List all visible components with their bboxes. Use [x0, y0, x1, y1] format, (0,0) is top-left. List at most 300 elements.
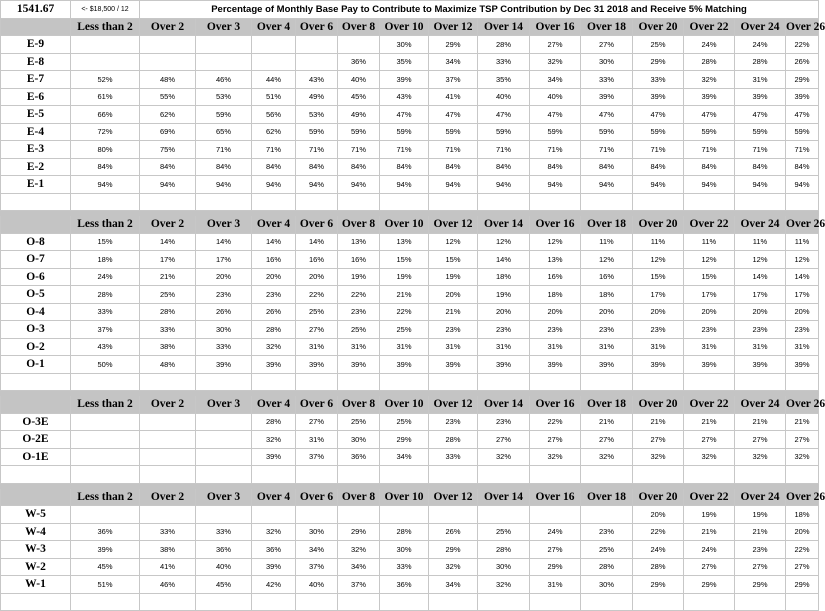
column-header[interactable]: Less than 2 [71, 488, 140, 506]
value-cell[interactable]: 45% [338, 88, 380, 106]
column-header[interactable]: Over 16 [530, 216, 581, 234]
formula-note[interactable]: <- $18,500 / 12 [71, 1, 140, 19]
value-cell[interactable]: 45% [71, 558, 140, 576]
rank-cell[interactable]: O-4 [1, 303, 71, 321]
value-cell[interactable]: 33% [633, 71, 684, 89]
rank-cell[interactable]: O-3 [1, 321, 71, 339]
value-cell[interactable]: 39% [530, 356, 581, 374]
value-cell[interactable]: 19% [338, 268, 380, 286]
value-cell[interactable]: 46% [196, 71, 252, 89]
column-header[interactable]: Over 3 [196, 488, 252, 506]
value-cell[interactable]: 19% [380, 268, 429, 286]
value-cell[interactable]: 14% [786, 268, 819, 286]
empty-cell[interactable] [252, 593, 296, 611]
value-cell[interactable]: 31% [338, 338, 380, 356]
rank-cell[interactable]: E-1 [1, 176, 71, 194]
value-cell[interactable]: 11% [633, 233, 684, 251]
value-cell[interactable]: 39% [252, 558, 296, 576]
value-cell[interactable]: 32% [633, 448, 684, 466]
value-cell[interactable]: 28% [478, 541, 530, 559]
value-cell[interactable]: 69% [140, 123, 196, 141]
value-cell[interactable]: 84% [338, 158, 380, 176]
value-cell[interactable]: 71% [786, 141, 819, 159]
value-cell[interactable]: 28% [633, 558, 684, 576]
value-cell[interactable] [338, 36, 380, 54]
empty-cell[interactable] [380, 466, 429, 484]
value-cell[interactable]: 15% [71, 233, 140, 251]
value-cell[interactable]: 29% [633, 576, 684, 594]
empty-cell[interactable] [684, 193, 735, 211]
value-cell[interactable] [140, 36, 196, 54]
value-cell[interactable]: 27% [530, 431, 581, 449]
column-header[interactable]: Less than 2 [71, 216, 140, 234]
empty-cell[interactable] [530, 466, 581, 484]
value-cell[interactable]: 33% [478, 53, 530, 71]
empty-cell[interactable] [581, 466, 633, 484]
value-cell[interactable]: 15% [429, 251, 478, 269]
column-header[interactable]: Over 8 [338, 488, 380, 506]
value-cell[interactable]: 25% [296, 303, 338, 321]
rank-cell[interactable]: W-2 [1, 558, 71, 576]
value-cell[interactable]: 84% [196, 158, 252, 176]
column-header[interactable]: Over 10 [380, 396, 429, 414]
value-cell[interactable]: 47% [380, 106, 429, 124]
value-cell[interactable]: 18% [71, 251, 140, 269]
value-cell[interactable]: 29% [684, 576, 735, 594]
value-cell[interactable]: 23% [338, 303, 380, 321]
value-cell[interactable]: 19% [429, 268, 478, 286]
value-cell[interactable]: 25% [338, 321, 380, 339]
value-cell[interactable]: 31% [380, 338, 429, 356]
empty-cell[interactable] [735, 466, 786, 484]
value-cell[interactable]: 20% [196, 268, 252, 286]
empty-cell[interactable] [196, 193, 252, 211]
value-cell[interactable]: 17% [786, 286, 819, 304]
value-cell[interactable]: 84% [530, 158, 581, 176]
value-cell[interactable]: 59% [429, 123, 478, 141]
value-cell[interactable]: 33% [196, 338, 252, 356]
value-cell[interactable] [71, 506, 140, 524]
empty-cell[interactable] [252, 466, 296, 484]
empty-cell[interactable] [478, 593, 530, 611]
value-cell[interactable]: 34% [429, 576, 478, 594]
value-cell[interactable]: 59% [196, 106, 252, 124]
empty-cell[interactable] [633, 466, 684, 484]
value-cell[interactable]: 13% [380, 233, 429, 251]
value-cell[interactable]: 30% [338, 431, 380, 449]
value-cell[interactable]: 25% [338, 413, 380, 431]
empty-cell[interactable] [252, 193, 296, 211]
value-cell[interactable]: 20% [735, 303, 786, 321]
value-cell[interactable]: 22% [786, 541, 819, 559]
value-cell[interactable] [196, 431, 252, 449]
value-cell[interactable]: 29% [530, 558, 581, 576]
rank-cell[interactable]: O-1 [1, 356, 71, 374]
value-cell[interactable]: 29% [429, 541, 478, 559]
value-cell[interactable]: 59% [735, 123, 786, 141]
value-cell[interactable]: 39% [581, 88, 633, 106]
value-cell[interactable]: 15% [380, 251, 429, 269]
value-cell[interactable]: 24% [735, 36, 786, 54]
value-cell[interactable]: 80% [71, 141, 140, 159]
value-cell[interactable]: 84% [478, 158, 530, 176]
value-cell[interactable]: 84% [296, 158, 338, 176]
value-cell[interactable]: 28% [252, 413, 296, 431]
empty-cell[interactable] [581, 373, 633, 391]
rank-cell[interactable]: O-1E [1, 448, 71, 466]
value-cell[interactable] [140, 506, 196, 524]
value-cell[interactable]: 32% [684, 448, 735, 466]
column-header[interactable]: Over 18 [581, 488, 633, 506]
empty-cell[interactable] [196, 466, 252, 484]
value-cell[interactable]: 29% [380, 431, 429, 449]
value-cell[interactable]: 28% [71, 286, 140, 304]
value-cell[interactable]: 28% [684, 53, 735, 71]
value-cell[interactable]: 20% [684, 303, 735, 321]
value-cell[interactable]: 23% [478, 413, 530, 431]
column-header[interactable]: Over 26 [786, 488, 819, 506]
value-cell[interactable] [296, 53, 338, 71]
value-cell[interactable]: 20% [530, 303, 581, 321]
value-cell[interactable]: 39% [633, 356, 684, 374]
value-cell[interactable] [196, 36, 252, 54]
value-cell[interactable]: 47% [735, 106, 786, 124]
value-cell[interactable]: 59% [296, 123, 338, 141]
value-cell[interactable]: 84% [581, 158, 633, 176]
column-header[interactable]: Over 22 [684, 18, 735, 36]
value-cell[interactable]: 26% [786, 53, 819, 71]
value-cell[interactable]: 32% [252, 338, 296, 356]
value-cell[interactable]: 39% [735, 356, 786, 374]
value-cell[interactable]: 23% [252, 286, 296, 304]
value-cell[interactable]: 47% [684, 106, 735, 124]
value-cell[interactable]: 18% [786, 506, 819, 524]
column-header[interactable]: Over 2 [140, 216, 196, 234]
value-cell[interactable]: 23% [581, 523, 633, 541]
value-cell[interactable]: 94% [786, 176, 819, 194]
empty-cell[interactable] [338, 466, 380, 484]
value-cell[interactable]: 39% [581, 356, 633, 374]
empty-cell[interactable] [140, 373, 196, 391]
empty-cell[interactable] [1, 466, 71, 484]
empty-cell[interactable] [1, 593, 71, 611]
value-cell[interactable] [196, 448, 252, 466]
value-cell[interactable]: 71% [735, 141, 786, 159]
column-header[interactable]: Over 10 [380, 18, 429, 36]
value-cell[interactable]: 65% [196, 123, 252, 141]
column-header[interactable]: Over 22 [684, 396, 735, 414]
value-cell[interactable] [338, 506, 380, 524]
value-cell[interactable]: 12% [786, 251, 819, 269]
value-cell[interactable]: 94% [684, 176, 735, 194]
value-cell[interactable]: 43% [380, 88, 429, 106]
value-cell[interactable]: 17% [140, 251, 196, 269]
value-cell[interactable]: 39% [684, 88, 735, 106]
value-cell[interactable]: 27% [786, 431, 819, 449]
value-cell[interactable]: 47% [633, 106, 684, 124]
value-cell[interactable]: 23% [786, 321, 819, 339]
value-cell[interactable]: 14% [252, 233, 296, 251]
column-header[interactable]: Over 18 [581, 216, 633, 234]
value-cell[interactable]: 22% [338, 286, 380, 304]
value-cell[interactable]: 40% [338, 71, 380, 89]
value-cell[interactable]: 28% [735, 53, 786, 71]
value-cell[interactable]: 39% [478, 356, 530, 374]
value-cell[interactable]: 21% [380, 286, 429, 304]
value-cell[interactable]: 39% [429, 356, 478, 374]
value-cell[interactable]: 26% [196, 303, 252, 321]
value-cell[interactable]: 31% [633, 338, 684, 356]
value-cell[interactable]: 37% [296, 448, 338, 466]
value-cell[interactable]: 39% [633, 88, 684, 106]
column-header[interactable]: Over 18 [581, 18, 633, 36]
value-cell[interactable]: 59% [338, 123, 380, 141]
value-cell[interactable]: 21% [140, 268, 196, 286]
value-cell[interactable]: 23% [429, 321, 478, 339]
value-cell[interactable]: 22% [380, 303, 429, 321]
value-cell[interactable]: 71% [380, 141, 429, 159]
value-cell[interactable]: 32% [786, 448, 819, 466]
column-header[interactable]: Over 6 [296, 216, 338, 234]
value-cell[interactable]: 31% [581, 338, 633, 356]
value-cell[interactable]: 94% [530, 176, 581, 194]
value-cell[interactable]: 94% [581, 176, 633, 194]
value-cell[interactable]: 30% [478, 558, 530, 576]
value-cell[interactable]: 11% [581, 233, 633, 251]
value-cell[interactable]: 36% [252, 541, 296, 559]
value-cell[interactable]: 12% [530, 233, 581, 251]
column-header[interactable]: Over 12 [429, 18, 478, 36]
value-cell[interactable]: 84% [71, 158, 140, 176]
value-cell[interactable]: 20% [633, 303, 684, 321]
value-cell[interactable]: 27% [684, 558, 735, 576]
value-cell[interactable]: 16% [530, 268, 581, 286]
empty-cell[interactable] [429, 593, 478, 611]
value-cell[interactable]: 32% [530, 448, 581, 466]
value-cell[interactable]: 94% [380, 176, 429, 194]
value-cell[interactable]: 23% [530, 321, 581, 339]
value-cell[interactable]: 52% [71, 71, 140, 89]
monthly-max-value[interactable]: 1541.67 [1, 1, 71, 19]
value-cell[interactable]: 31% [530, 576, 581, 594]
value-cell[interactable]: 32% [429, 558, 478, 576]
value-cell[interactable]: 71% [581, 141, 633, 159]
value-cell[interactable]: 28% [581, 558, 633, 576]
value-cell[interactable]: 14% [140, 233, 196, 251]
value-cell[interactable]: 39% [338, 356, 380, 374]
value-cell[interactable]: 94% [735, 176, 786, 194]
value-cell[interactable]: 28% [429, 431, 478, 449]
value-cell[interactable]: 23% [581, 321, 633, 339]
empty-cell[interactable] [140, 193, 196, 211]
value-cell[interactable]: 18% [478, 268, 530, 286]
value-cell[interactable]: 23% [633, 321, 684, 339]
value-cell[interactable]: 84% [633, 158, 684, 176]
column-header[interactable]: Over 6 [296, 18, 338, 36]
value-cell[interactable]: 32% [252, 523, 296, 541]
value-cell[interactable]: 23% [684, 321, 735, 339]
column-header[interactable]: Over 26 [786, 396, 819, 414]
value-cell[interactable]: 24% [530, 523, 581, 541]
value-cell[interactable]: 32% [338, 541, 380, 559]
rank-cell[interactable]: E-4 [1, 123, 71, 141]
value-cell[interactable]: 51% [71, 576, 140, 594]
column-header[interactable]: Over 24 [735, 396, 786, 414]
value-cell[interactable]: 41% [429, 88, 478, 106]
column-header[interactable]: Over 26 [786, 216, 819, 234]
value-cell[interactable]: 39% [252, 448, 296, 466]
value-cell[interactable]: 21% [581, 413, 633, 431]
value-cell[interactable] [581, 506, 633, 524]
value-cell[interactable]: 37% [296, 558, 338, 576]
value-cell[interactable]: 59% [380, 123, 429, 141]
value-cell[interactable]: 31% [735, 71, 786, 89]
value-cell[interactable]: 27% [735, 431, 786, 449]
value-cell[interactable]: 29% [786, 576, 819, 594]
value-cell[interactable]: 39% [786, 88, 819, 106]
column-header[interactable]: Over 18 [581, 396, 633, 414]
column-header[interactable]: Over 24 [735, 216, 786, 234]
empty-cell[interactable] [786, 193, 819, 211]
value-cell[interactable]: 24% [684, 36, 735, 54]
value-cell[interactable]: 22% [633, 523, 684, 541]
value-cell[interactable]: 21% [735, 523, 786, 541]
value-cell[interactable]: 55% [140, 88, 196, 106]
empty-cell[interactable] [735, 593, 786, 611]
value-cell[interactable]: 84% [429, 158, 478, 176]
rank-cell[interactable]: W-5 [1, 506, 71, 524]
column-header[interactable]: Over 20 [633, 396, 684, 414]
empty-cell[interactable] [684, 593, 735, 611]
value-cell[interactable]: 71% [196, 141, 252, 159]
value-cell[interactable]: 20% [296, 268, 338, 286]
value-cell[interactable]: 27% [581, 36, 633, 54]
value-cell[interactable]: 32% [478, 576, 530, 594]
value-cell[interactable]: 40% [478, 88, 530, 106]
value-cell[interactable]: 25% [581, 541, 633, 559]
value-cell[interactable]: 72% [71, 123, 140, 141]
empty-cell[interactable] [786, 373, 819, 391]
value-cell[interactable]: 20% [581, 303, 633, 321]
value-cell[interactable]: 25% [633, 36, 684, 54]
value-cell[interactable]: 32% [478, 448, 530, 466]
value-cell[interactable]: 45% [196, 576, 252, 594]
value-cell[interactable] [252, 36, 296, 54]
column-header[interactable]: Over 20 [633, 216, 684, 234]
column-header[interactable]: Over 4 [252, 216, 296, 234]
column-header[interactable]: Over 22 [684, 216, 735, 234]
column-header[interactable]: Over 26 [786, 18, 819, 36]
value-cell[interactable]: 39% [380, 356, 429, 374]
value-cell[interactable]: 33% [140, 321, 196, 339]
empty-cell[interactable] [71, 466, 140, 484]
rank-cell[interactable]: E-2 [1, 158, 71, 176]
value-cell[interactable]: 94% [252, 176, 296, 194]
column-header[interactable]: Over 4 [252, 488, 296, 506]
value-cell[interactable]: 39% [296, 356, 338, 374]
value-cell[interactable]: 40% [296, 576, 338, 594]
value-cell[interactable]: 33% [140, 523, 196, 541]
value-cell[interactable] [140, 448, 196, 466]
value-cell[interactable]: 32% [252, 431, 296, 449]
value-cell[interactable]: 32% [581, 448, 633, 466]
value-cell[interactable]: 20% [786, 523, 819, 541]
value-cell[interactable]: 33% [196, 523, 252, 541]
value-cell[interactable]: 22% [786, 36, 819, 54]
value-cell[interactable]: 16% [581, 268, 633, 286]
value-cell[interactable]: 14% [196, 233, 252, 251]
rank-cell[interactable]: O-3E [1, 413, 71, 431]
value-cell[interactable]: 15% [684, 268, 735, 286]
value-cell[interactable]: 20% [429, 286, 478, 304]
empty-cell[interactable] [296, 373, 338, 391]
value-cell[interactable]: 28% [478, 36, 530, 54]
value-cell[interactable]: 21% [735, 413, 786, 431]
value-cell[interactable]: 47% [786, 106, 819, 124]
column-header[interactable]: Over 20 [633, 18, 684, 36]
value-cell[interactable]: 30% [380, 36, 429, 54]
value-cell[interactable] [196, 506, 252, 524]
column-header[interactable]: Over 12 [429, 216, 478, 234]
empty-cell[interactable] [196, 373, 252, 391]
empty-cell[interactable] [581, 593, 633, 611]
value-cell[interactable]: 39% [380, 71, 429, 89]
value-cell[interactable]: 37% [338, 576, 380, 594]
column-header[interactable]: Over 14 [478, 18, 530, 36]
rank-cell[interactable]: O-6 [1, 268, 71, 286]
value-cell[interactable]: 34% [530, 71, 581, 89]
value-cell[interactable]: 24% [71, 268, 140, 286]
value-cell[interactable]: 23% [196, 286, 252, 304]
rank-cell[interactable]: O-7 [1, 251, 71, 269]
value-cell[interactable]: 32% [735, 448, 786, 466]
value-cell[interactable]: 20% [633, 506, 684, 524]
value-cell[interactable]: 71% [429, 141, 478, 159]
value-cell[interactable]: 56% [252, 106, 296, 124]
value-cell[interactable]: 31% [786, 338, 819, 356]
empty-cell[interactable] [296, 466, 338, 484]
value-cell[interactable]: 16% [338, 251, 380, 269]
value-cell[interactable]: 71% [684, 141, 735, 159]
value-cell[interactable]: 94% [196, 176, 252, 194]
value-cell[interactable]: 61% [71, 88, 140, 106]
value-cell[interactable]: 30% [581, 53, 633, 71]
value-cell[interactable]: 36% [380, 576, 429, 594]
value-cell[interactable]: 39% [196, 356, 252, 374]
value-cell[interactable]: 38% [140, 541, 196, 559]
value-cell[interactable]: 16% [252, 251, 296, 269]
value-cell[interactable]: 94% [71, 176, 140, 194]
value-cell[interactable]: 31% [296, 431, 338, 449]
value-cell[interactable]: 25% [478, 523, 530, 541]
empty-cell[interactable] [735, 193, 786, 211]
value-cell[interactable]: 42% [252, 576, 296, 594]
value-cell[interactable]: 71% [296, 141, 338, 159]
value-cell[interactable]: 27% [296, 321, 338, 339]
value-cell[interactable]: 75% [140, 141, 196, 159]
value-cell[interactable] [196, 413, 252, 431]
value-cell[interactable]: 29% [633, 53, 684, 71]
empty-cell[interactable] [140, 593, 196, 611]
rank-cell[interactable]: E-9 [1, 36, 71, 54]
column-header[interactable]: Over 8 [338, 18, 380, 36]
value-cell[interactable]: 21% [684, 413, 735, 431]
value-cell[interactable] [296, 36, 338, 54]
value-cell[interactable]: 71% [338, 141, 380, 159]
value-cell[interactable]: 34% [338, 558, 380, 576]
value-cell[interactable]: 36% [338, 53, 380, 71]
value-cell[interactable]: 12% [633, 251, 684, 269]
